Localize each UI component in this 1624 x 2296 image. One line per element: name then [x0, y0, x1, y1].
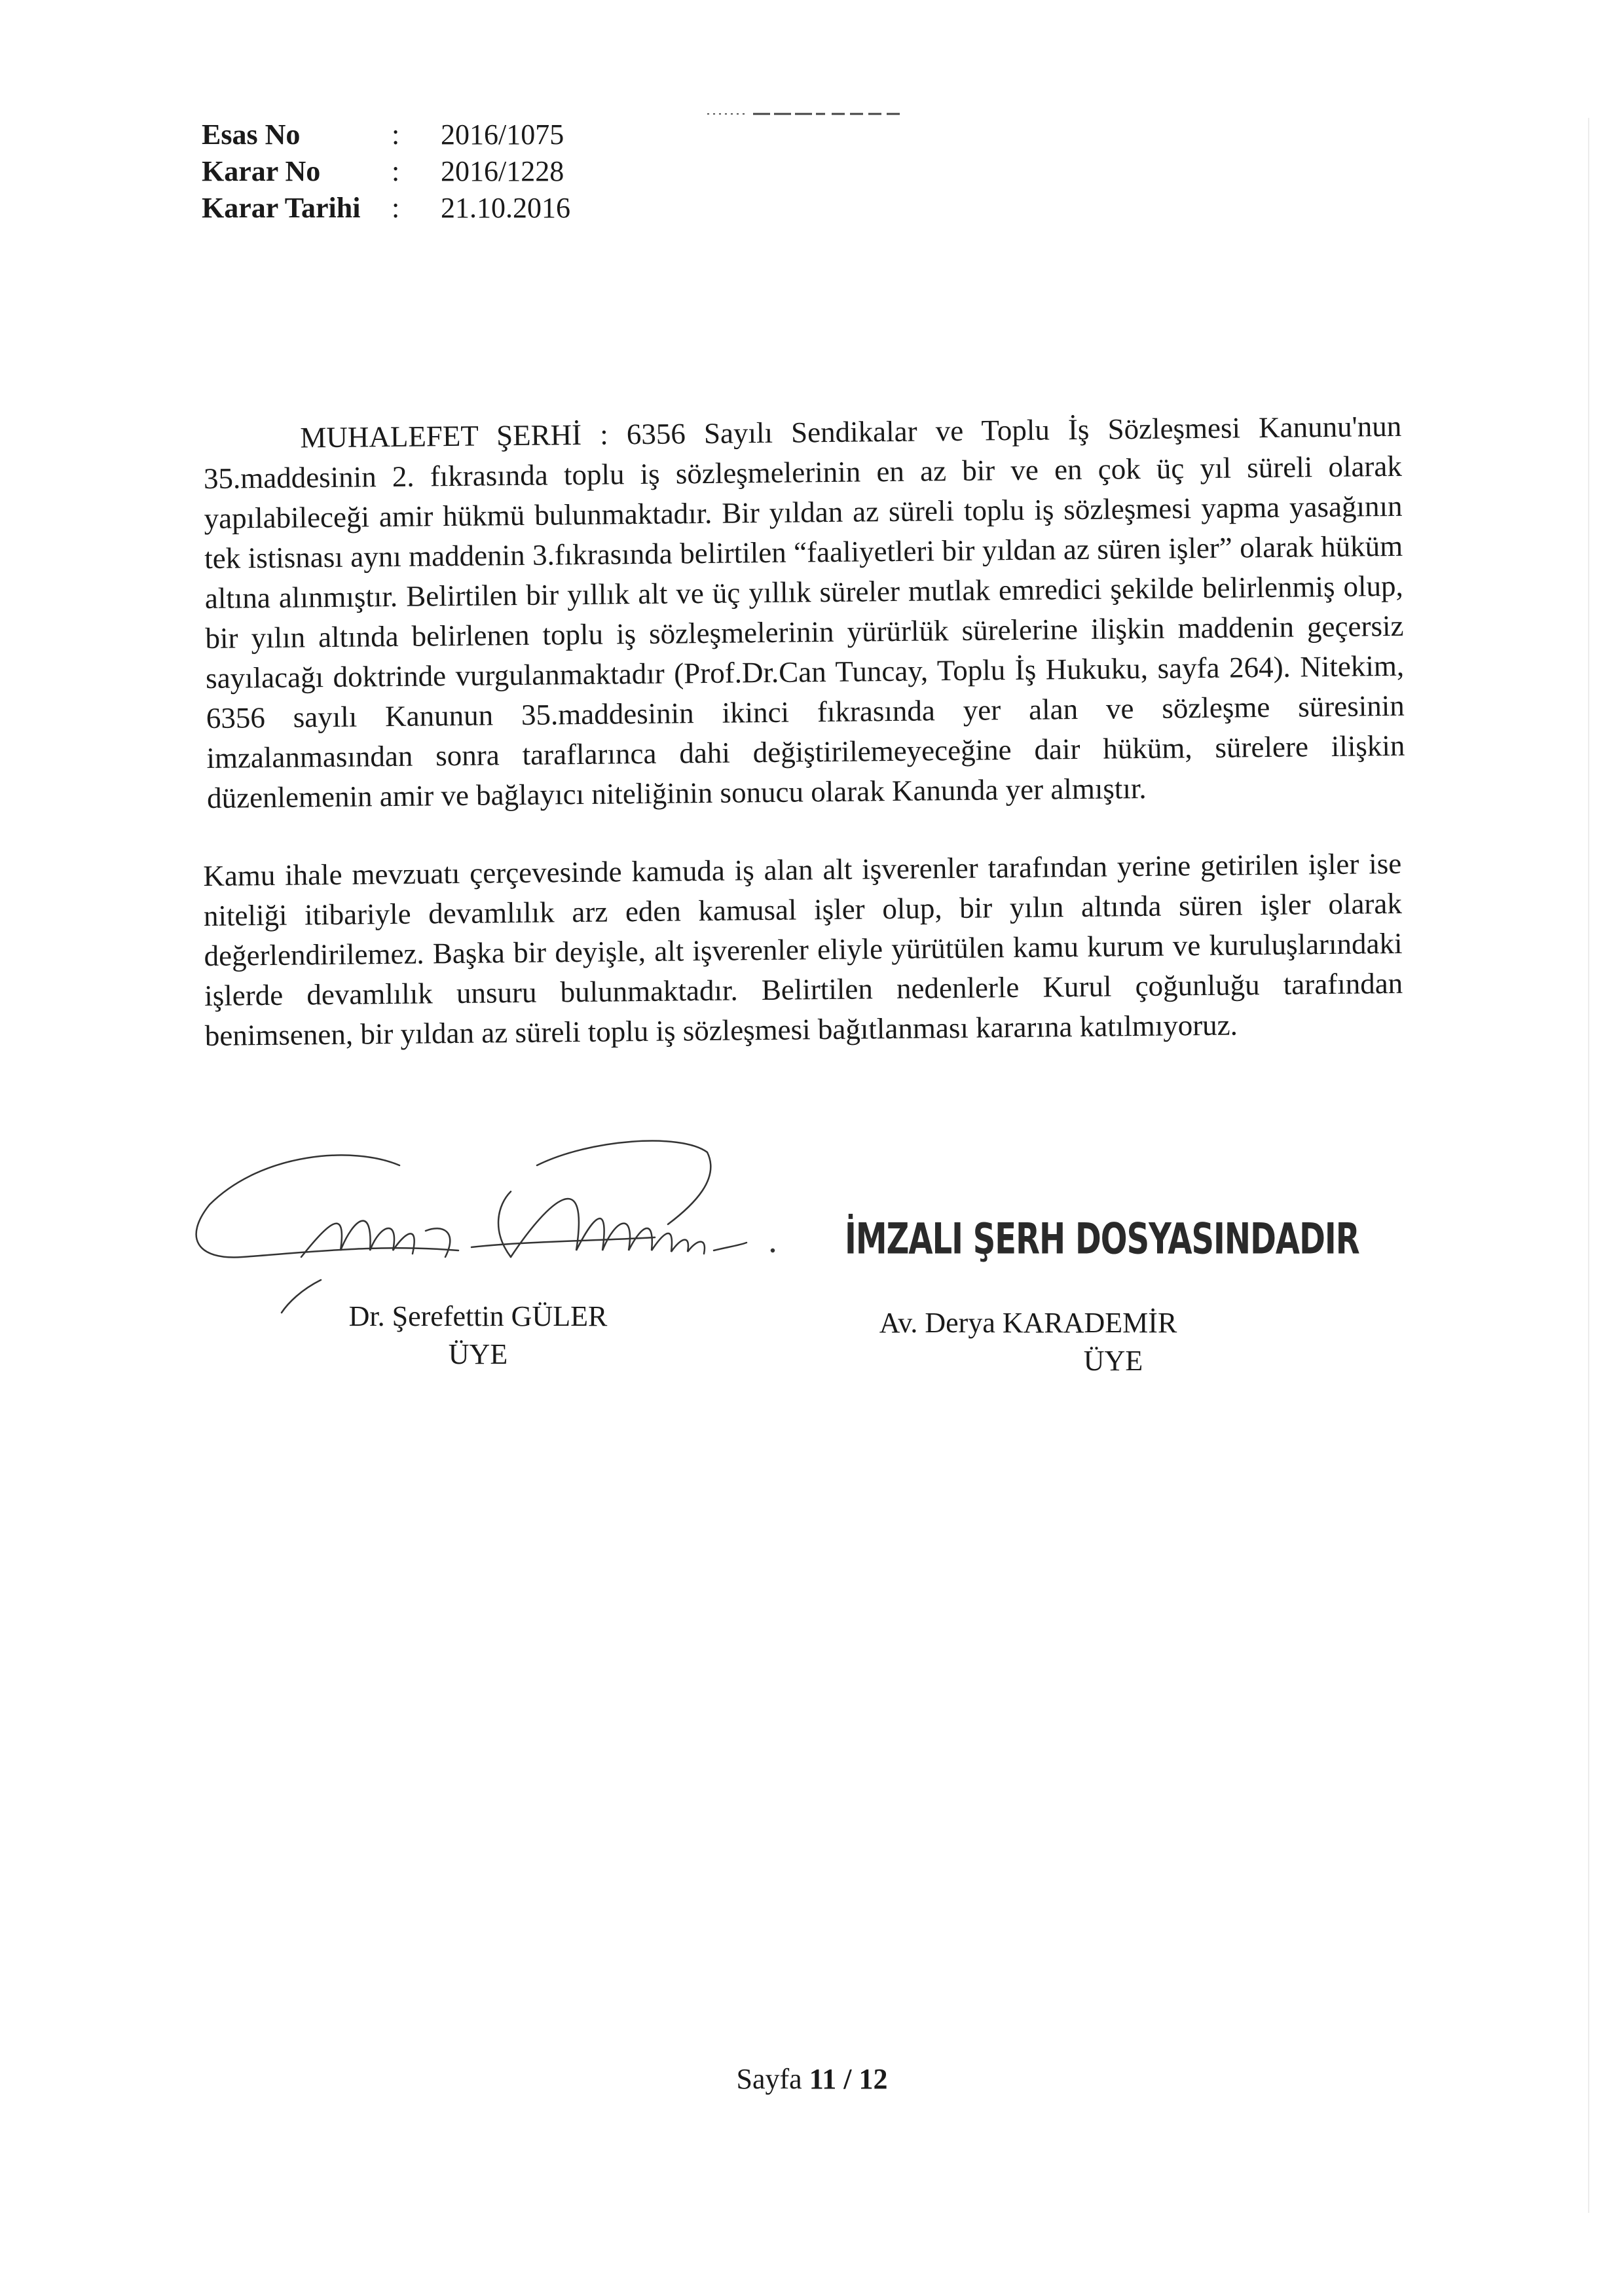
- scan-edge-shadow: [1588, 118, 1589, 2213]
- signatory-left-role: ÜYE: [448, 1338, 508, 1370]
- karar-tarihi-colon: :: [392, 192, 400, 224]
- dissent-paragraph-1: MUHALEFET ŞERHİ : 6356 Sayılı Sendikalar ve Toplu İş Sözleşmesi Kanunu'nun 35.maddesinin 2. fıkrasında toplu iş sözleşmelerinin en az bir ve en çok üç yıl süreli olarak yapılabileceği amir hükmü bulunmaktadır. Bir yıldan az süreli toplu iş sözleşmesi yapma yasağının tek istisnası aynı maddenin 3.fıkrasında belirtilen “faaliyetleri bir yıldan az süren işler” olarak hüküm altına alınmıştır. Belirtilen bir yıllık alt ve üç yıllık süreler mutlak emredici şekilde belirlenmiş olup, bir yılın altında belirlenen toplu iş sözleşmelerinin yürürlük sürelerine ilişkin maddenin geçersiz sayılacağı doktrinde vurgulanmaktadır (Prof.Dr.Can Tuncay, Toplu İş Hukuku, sayfa 264). Nitekim, 6356 sayılı Kanunun 35.maddesinin ikinci fıkrasında yer alan ve sözleşme süresinin imzalanmasından sonra taraflarınca dahi değiştirilemeyeceğine dair hüküm, sürelere ilişkin düzenlemenin amir ve bağlayıcı niteliğinin sonucu olarak Kanunda yer almıştır.: [203, 409, 1405, 814]
- esas-no-value: 2016/1075: [441, 118, 564, 151]
- signatory-left: [308, 1298, 648, 1374]
- scan-artifact-mark: [707, 111, 904, 117]
- page-label: Sayfa: [736, 2063, 802, 2095]
- signatory-right: [832, 1304, 1225, 1380]
- karar-no-label: Karar No: [202, 155, 321, 187]
- karar-no-value: 2016/1228: [441, 155, 564, 187]
- signatory-left-name: Dr. Şerefettin GÜLER: [348, 1300, 608, 1332]
- esas-no-colon: :: [392, 118, 400, 151]
- page-number: 11: [809, 2063, 837, 2095]
- case-header: [202, 117, 570, 227]
- esas-no-row: [202, 117, 570, 153]
- signed-dissent-stamp: İMZALI ŞERH DOSYASINDADIR: [845, 1214, 1359, 1264]
- signatory-right-role: ÜYE: [1083, 1345, 1143, 1377]
- signatory-right-name: Av. Derya KARADEMİR: [879, 1307, 1177, 1339]
- karar-no-colon: :: [392, 155, 400, 187]
- karar-tarihi-value: 21.10.2016: [441, 192, 570, 224]
- karar-tarihi-row: [202, 190, 570, 227]
- esas-no-label: Esas No: [202, 118, 301, 151]
- dissent-paragraph-2: Kamu ihale mevzuatı çerçevesinde kamuda iş alan alt işverenler tarafından yerine getirilen işler ise niteliği itibariyle devamlılık arz eden kamusal işler olup, bir yılın altında süren işler olarak değerlendirilemez. Başka bir deyişle, alt işverenler eliyle yürütülen kamu kurum ve kuruluşlarındaki işlerde devamlılık unsuru bulunmaktadır. Belirtilen nedenlerle Kurul çoğunluğu tarafından benimsenen, bir yıldan az süreli toplu iş sözleşmesi bağıtlanması kararına katılmıyoruz.: [203, 847, 1403, 1052]
- karar-tarihi-label: Karar Tarihi: [202, 192, 361, 224]
- karar-no-row: [202, 153, 570, 190]
- page-separator: /: [843, 2063, 852, 2095]
- page-total: 12: [858, 2063, 888, 2095]
- page-footer: [0, 2062, 1624, 2096]
